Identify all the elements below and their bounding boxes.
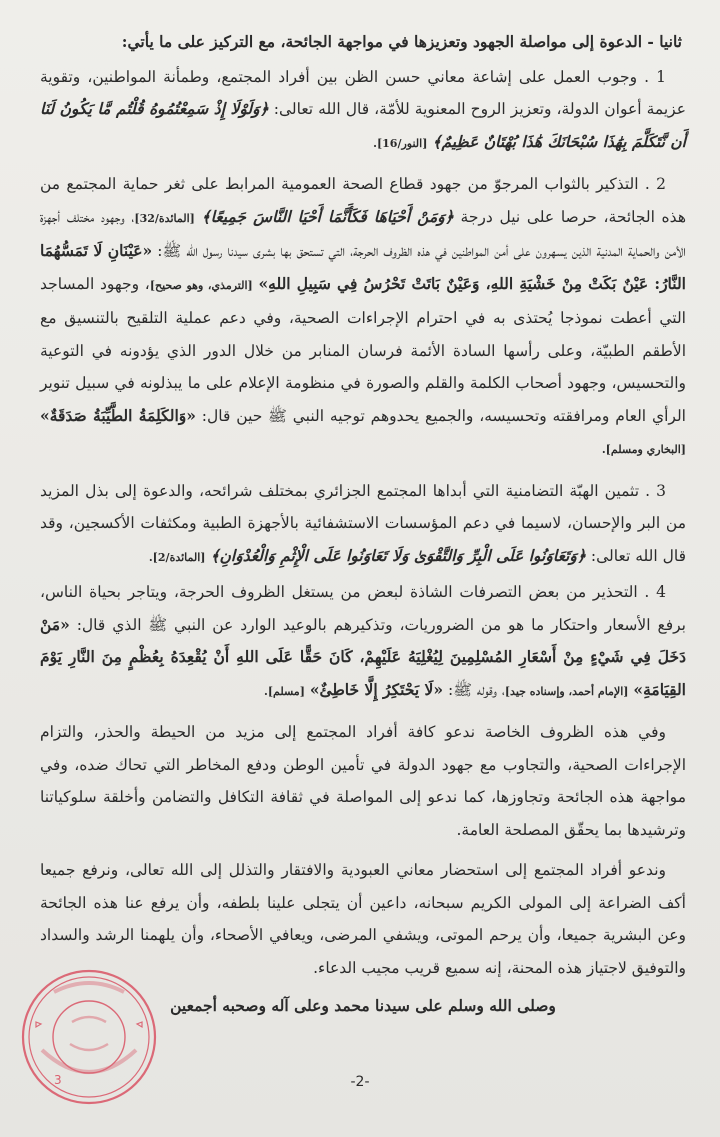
paragraph-text: وجوب العمل على إشاعة معاني حسن الظن بين أفراد المجتمع، وطمأنة المواطنين، وتقوية عزيمة أعوان الدولة، وتعزيز الروح المعنوية للأمّة، قال الله تعالى: (40, 67, 686, 118)
hadith-reference: [الترمذي، وهو صحيح] (149, 278, 253, 292)
hadith-quote: «عَيْنَانِ لَا تَمَسُّهُمَا النَّارُ: عَيْنٌ بَكَتْ مِنْ خَشْيَةِ اللهِ، وَعَيْنٌ بَاتَتْ تَحْرُسُ فِي سَبِيلِ اللهِ» (40, 241, 686, 293)
paragraph-number: 1 . (644, 67, 666, 86)
stamp-number: 3 (54, 1073, 62, 1087)
verse-reference: [المائدة/32] (134, 211, 195, 225)
paragraph-1 (40, 61, 686, 161)
paragraph-number: 2 . (644, 175, 666, 193)
verse-reference: [المائدة/2]. (148, 550, 206, 564)
closing-prayer: وصلى الله وسلم على سيدنا محمد وعلى آله وصحبه أجمعين (170, 996, 556, 1015)
hadith-reference: [الإمام أحمد، وإسناده جيد] (504, 684, 629, 698)
quran-verse: ﴿وَمَنْ أَحْيَاهَا فَكَأَنَّمَا أَحْيَا النَّاسَ جَمِيعًا﴾ (201, 206, 454, 226)
verse-reference: [النور/16]. (373, 136, 428, 150)
paragraph-text: ، وجهود المساجد التي أعطت نموذجا يُحتذى به في احترام الإجراءات الصحية، وفي دعم عملية التلقيح بالتنسيق مع الأطقم الطبيّة، وعلى رأسها السادة الأئمة فرسان المنابر من خلال الدور الذي يؤدونه في التوعية والتحسيس، وجهود أصحاب الكلمة والقلم والصورة في منظومة الإعلام على ما يبذلونه في سبيل تنوير الرأي العام ومرافقته وتحسيسه، والجميع يحدوهم توجيه النبي ﷺ حين قال: (40, 274, 686, 425)
paragraph-number: 4 . (644, 583, 666, 601)
paragraph-5: وفي هذه الظروف الخاصة ندعو كافة أفراد المجتمع إلى مزيد من الحيطة والحذر، والتزام الإجراءات الصحية، والتجاوب مع جهود الدولة في تأمين الوطن ودفع المخاطر التي تحاك ضده، وفي مواجهة هذه الجائحة وتجاوزها، كما ندعو إلى المواصلة في ثقافة التكافل والتضامن وأخلقة سلوكياتنا وترشيدها بما يحقّق المصلحة العامة. (40, 723, 686, 839)
quran-verse: ﴿وَلَوْلَا إِذْ سَمِعْتُمُوهُ قُلْتُم مَّا يَكُونُ لَنَا أَن نَّتَكَلَّمَ بِهَٰذَا سُبْحَانَكَ هَٰذَا بُهْتَانٌ عَظِيمٌ﴾ (40, 99, 686, 151)
paragraph-text: التذكير بالثواب المرجوّ من جهود قطاع الصحة العمومية المرابط على ثغر حماية المجتمع من هذه الجائحة، حرصا على نيل درجة (40, 175, 686, 226)
paragraph-text: تثمين الهبّة التضامنية التي أبداها المجتمع الجزائري بمختلف شرائحه، والدعوة إلى بذل المزيد من البر والإحسان، لاسيما في دعم المؤسسات الاستشفائية بالأجهزة الطبية ومكثفات الأكسجين، وقد قال الله تعالى: (40, 481, 686, 565)
section-heading: ثانيا - الدعوة إلى مواصلة الجهود وتعزيزها في مواجهة الجائحة، مع التركيز على ما يأتي: (121, 32, 682, 51)
paragraph-number: 3 . (645, 481, 667, 500)
paragraph-3 (40, 475, 686, 575)
quran-verse: ﴿وَتَعَاوَنُوا عَلَى الْبِرِّ وَالتَّقْوَىٰ وَلَا تَعَاوَنُوا عَلَى الْإِثْمِ وَالْعُدْوَانِ﴾ (210, 545, 586, 565)
paragraph-text: ، وقوله ﷺ: (448, 680, 505, 699)
paragraph-6: وندعو أفراد المجتمع إلى استحضار معاني العبودية والافتقار والتذلل إلى الله تعالى، ونرفع جميعا أكف الضراعة إلى المولى الكريم سبحانه، داعين أن يتجلى علينا بلطفه، وأن يرفع عنا هذه الجائحة وعن البشرية جميعا، وأن يرحم الموتى، ويشفي المرضى، ويعافي الأصحاء، وأن يلهمنا الرشد والسداد والتوفيق لاجتياز هذه المحنة، إنه سميع قريب مجيب الدعاء. (40, 861, 686, 977)
paragraph-text: ، وجهود مختلف أجهزة الأمن والحماية المدنية الذين يسهرون على أمن المواطنين في هذه الظروف الحرجة، التي تستحق بها بشرى سيدنا رسول الله ﷺ: (40, 207, 686, 260)
document-body (40, 26, 686, 1025)
hadith-quote: «وَالكَلِمَةُ الطَّيِّبَةُ صَدَقَةٌ» (40, 405, 196, 425)
page-number: -2- (350, 1074, 370, 1090)
paragraph-4 (40, 576, 686, 708)
hadith-quote: «لَا يَحْتَكِرُ إِلَّا خَاطِئٌ» (309, 679, 444, 699)
paragraph-2 (40, 168, 686, 467)
hadith-reference: [مسلم]. (264, 684, 305, 698)
paragraph-text: التحذير من بعض التصرفات الشاذة لبعض من يستغل الظروف الحرجة، ويتاجر بحياة الناس، برفع الأسعار واحتكار ما هو من الضروريات، وتذكيرهم بالوعيد الوارد عن النبي ﷺ الذي قال: (40, 583, 686, 634)
hadith-quote: «مَنْ دَخَلَ فِي شَيْءٍ مِنْ أَسْعَارِ المُسْلِمِينَ لِيُغْلِيَهُ عَلَيْهِمْ، كَانَ حَقًّا عَلَى اللهِ أَنْ يُقْعِدَهُ بِعُظْمٍ مِنَ النَّارِ يَوْمَ القِيَامَةِ» (40, 614, 686, 699)
hadith-reference: [البخاري ومسلم]. (601, 443, 686, 456)
